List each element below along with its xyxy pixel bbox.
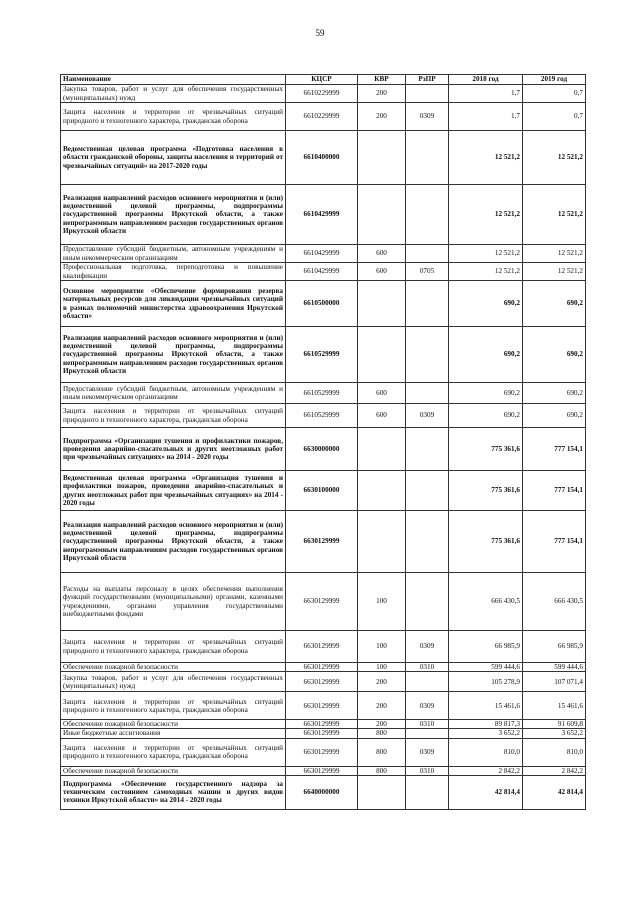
row-2019: 777 154,1 xyxy=(523,471,586,511)
row-kcsr: 6610229999 xyxy=(286,85,358,103)
row-2019: 12 521,2 xyxy=(523,131,586,185)
table-row xyxy=(61,281,586,327)
row-2019: 91 609,8 xyxy=(523,720,586,729)
row-name: Профессиональная подготовка, переподготовка и повышение квалификации xyxy=(61,263,286,281)
row-rzpr xyxy=(406,131,449,185)
row-kvr xyxy=(358,327,406,383)
page-number: 59 xyxy=(315,28,325,38)
row-kcsr: 6640000000 xyxy=(286,775,358,809)
row-name: Защита населения и территории от чрезвычайных ситуаций природного и техногенного характера, гражданская оборона xyxy=(61,404,286,428)
row-2018: 42 814,4 xyxy=(449,775,523,809)
row-rzpr xyxy=(406,729,449,738)
budget-table xyxy=(60,74,586,810)
row-kcsr: 6610429999 xyxy=(286,263,358,281)
row-kcsr: 6630129999 xyxy=(286,738,358,766)
row-rzpr xyxy=(406,471,449,511)
row-2019: 666 430,5 xyxy=(523,573,586,631)
header-2019: 2019 год xyxy=(523,75,586,85)
row-kvr: 200 xyxy=(358,692,406,720)
row-name: Реализация направлений расходов основного мероприятия и (или) ведомственной целевой программы, подпрограммы государственной программы Иркутской области, а также непрограммным направлениям расходов государственных органов Иркутской области xyxy=(61,185,286,245)
row-kcsr: 6610500000 xyxy=(286,281,358,327)
row-name: Защита населения и территории от чрезвычайных ситуаций природного и техногенного характера, гражданская оборона xyxy=(61,631,286,663)
row-kvr: 800 xyxy=(358,729,406,738)
row-rzpr: 0309 xyxy=(406,692,449,720)
row-kvr xyxy=(358,281,406,327)
row-2018: 15 461,6 xyxy=(449,692,523,720)
row-2018: 1,7 xyxy=(449,103,523,131)
header-name: Наименование xyxy=(61,75,286,85)
row-rzpr xyxy=(406,327,449,383)
table-header-row xyxy=(61,75,586,85)
row-name: Иные бюджетные ассигнования xyxy=(61,729,286,738)
row-kvr xyxy=(358,131,406,185)
row-2019: 777 154,1 xyxy=(523,511,586,573)
row-rzpr xyxy=(406,428,449,471)
row-kvr: 800 xyxy=(358,738,406,766)
row-2019: 107 071,4 xyxy=(523,672,586,692)
row-rzpr: 0310 xyxy=(406,720,449,729)
table-row xyxy=(61,720,586,729)
row-kcsr: 6630129999 xyxy=(286,672,358,692)
row-2018: 12 521,2 xyxy=(449,263,523,281)
row-2018: 690,2 xyxy=(449,383,523,404)
row-2019: 12 521,2 xyxy=(523,263,586,281)
table-row xyxy=(61,131,586,185)
row-name: Подпрограмма «Обеспечение государственного надзора за техническим состоянием самоходных машин и других видов техники Иркутской области» на 2014 - 2020 годы xyxy=(61,775,286,809)
row-rzpr: 0309 xyxy=(406,738,449,766)
row-rzpr xyxy=(406,573,449,631)
row-kvr: 100 xyxy=(358,663,406,672)
row-2018: 690,2 xyxy=(449,404,523,428)
row-2019: 15 461,6 xyxy=(523,692,586,720)
table-row xyxy=(61,404,586,428)
row-rzpr xyxy=(406,511,449,573)
row-kcsr: 6630129999 xyxy=(286,766,358,775)
row-kcsr: 6610429999 xyxy=(286,245,358,263)
row-name: Ведомственная целевая программа «Организация тушения и профилактики пожаров, проведения аварийно-спасательных и других неотложных работ при чрезвычайных ситуациях» на 2014 - 2020 годы xyxy=(61,471,286,511)
row-rzpr xyxy=(406,383,449,404)
row-kcsr: 6610400000 xyxy=(286,131,358,185)
row-kvr: 200 xyxy=(358,720,406,729)
row-kcsr: 6610229999 xyxy=(286,103,358,131)
table-row xyxy=(61,428,586,471)
table-row xyxy=(61,383,586,404)
row-kcsr: 6610529999 xyxy=(286,404,358,428)
row-kvr: 800 xyxy=(358,766,406,775)
table-row xyxy=(61,663,586,672)
table-row xyxy=(61,245,586,263)
row-kvr: 600 xyxy=(358,245,406,263)
row-2018: 12 521,2 xyxy=(449,245,523,263)
row-kcsr: 6630000000 xyxy=(286,428,358,471)
row-kcsr: 6630129999 xyxy=(286,663,358,672)
row-2019: 810,0 xyxy=(523,738,586,766)
row-2019: 12 521,2 xyxy=(523,185,586,245)
row-2019: 690,2 xyxy=(523,281,586,327)
row-2018: 775 361,6 xyxy=(449,471,523,511)
row-rzpr xyxy=(406,775,449,809)
table-row xyxy=(61,775,586,809)
row-name: Закупка товаров, работ и услуг для обеспечения государственных (муниципальных) нужд xyxy=(61,85,286,103)
row-kcsr: 6630129999 xyxy=(286,729,358,738)
row-2018: 66 985,9 xyxy=(449,631,523,663)
row-rzpr xyxy=(406,245,449,263)
row-kvr: 600 xyxy=(358,404,406,428)
row-name: Реализация направлений расходов основного мероприятия и (или) ведомственной целевой программы, подпрограммы государственной программы Иркутской области, а также непрограммным направлениям расходов государственных органов Иркутской области xyxy=(61,511,286,573)
row-2019: 777 154,1 xyxy=(523,428,586,471)
table-row xyxy=(61,471,586,511)
row-rzpr: 0310 xyxy=(406,663,449,672)
row-kvr xyxy=(358,471,406,511)
table-row xyxy=(61,766,586,775)
row-kvr xyxy=(358,185,406,245)
table-row xyxy=(61,185,586,245)
row-2018: 690,2 xyxy=(449,327,523,383)
table-row xyxy=(61,327,586,383)
row-kvr: 100 xyxy=(358,573,406,631)
row-rzpr: 0705 xyxy=(406,263,449,281)
row-kvr: 600 xyxy=(358,263,406,281)
row-kcsr: 6610529999 xyxy=(286,327,358,383)
row-name: Подпрограмма «Организация тушения и профилактики пожаров, проведения аварийно-спасательных и других неотложных работ при чрезвычайных ситуациях» на 2014 - 2020 годы xyxy=(61,428,286,471)
row-kcsr: 6630129999 xyxy=(286,692,358,720)
row-2019: 12 521,2 xyxy=(523,245,586,263)
row-kvr: 200 xyxy=(358,103,406,131)
row-kvr: 100 xyxy=(358,631,406,663)
row-name: Расходы на выплаты персоналу в целях обеспечения выполнения функций государственными (муниципальными) органами, казенными учреждениями, органами управления государственными внебюджетными фондами xyxy=(61,573,286,631)
row-name: Реализация направлений расходов основного мероприятия и (или) ведомственной целевой программы, подпрограммы государственной программы Иркутской области, а также непрограммным направлениям расходов государственных органов Иркутской области xyxy=(61,327,286,383)
row-name: Обеспечение пожарной безопасности xyxy=(61,663,286,672)
header-2018: 2018 год xyxy=(449,75,523,85)
row-2018: 599 444,6 xyxy=(449,663,523,672)
row-name: Предоставление субсидий бюджетным, автономным учреждениям и иным некоммерческим организациям xyxy=(61,383,286,404)
row-2019: 690,2 xyxy=(523,383,586,404)
row-2019: 0,7 xyxy=(523,103,586,131)
row-rzpr: 0309 xyxy=(406,103,449,131)
row-rzpr xyxy=(406,672,449,692)
row-2018: 105 278,9 xyxy=(449,672,523,692)
row-rzpr xyxy=(406,281,449,327)
table-row xyxy=(61,263,586,281)
row-2019: 3 652,2 xyxy=(523,729,586,738)
row-kcsr: 6610529999 xyxy=(286,383,358,404)
row-kvr: 200 xyxy=(358,85,406,103)
row-2019: 599 444,6 xyxy=(523,663,586,672)
row-2019: 2 842,2 xyxy=(523,766,586,775)
table-row xyxy=(61,573,586,631)
row-2019: 690,2 xyxy=(523,327,586,383)
table-row xyxy=(61,672,586,692)
row-2019: 42 814,4 xyxy=(523,775,586,809)
table-row xyxy=(61,631,586,663)
table-row xyxy=(61,103,586,131)
row-2018: 12 521,2 xyxy=(449,185,523,245)
row-kvr xyxy=(358,428,406,471)
row-kcsr: 6630129999 xyxy=(286,631,358,663)
row-2018: 89 817,3 xyxy=(449,720,523,729)
row-name: Защита населения и территории от чрезвычайных ситуаций природного и техногенного характера, гражданская оборона xyxy=(61,738,286,766)
row-name: Закупка товаров, работ и услуг для обеспечения государственных (муниципальных) нужд xyxy=(61,672,286,692)
row-kcsr: 6630129999 xyxy=(286,573,358,631)
row-kcsr: 6630129999 xyxy=(286,720,358,729)
row-kvr: 600 xyxy=(358,383,406,404)
row-rzpr xyxy=(406,185,449,245)
row-kcsr: 6610429999 xyxy=(286,185,358,245)
table-row xyxy=(61,738,586,766)
row-kcsr: 6630129999 xyxy=(286,511,358,573)
row-2018: 810,0 xyxy=(449,738,523,766)
row-name: Защита населения и территории от чрезвычайных ситуаций природного и техногенного характера, гражданская оборона xyxy=(61,103,286,131)
table-row xyxy=(61,692,586,720)
row-rzpr: 0309 xyxy=(406,404,449,428)
row-2018: 775 361,6 xyxy=(449,428,523,471)
row-name: Обеспечение пожарной безопасности xyxy=(61,766,286,775)
row-2018: 12 521,2 xyxy=(449,131,523,185)
row-2018: 775 361,6 xyxy=(449,511,523,573)
row-name: Обеспечение пожарной безопасности xyxy=(61,720,286,729)
row-2018: 1,7 xyxy=(449,85,523,103)
row-name: Защита населения и территории от чрезвычайных ситуаций природного и техногенного характера, гражданская оборона xyxy=(61,692,286,720)
row-name: Ведомственная целевая программа «Подготовка населения в области гражданской обороны, защиты населения и территорий от чрезвычайных ситуаций» на 2017-2020 годы xyxy=(61,131,286,185)
row-kvr: 200 xyxy=(358,672,406,692)
row-rzpr xyxy=(406,85,449,103)
row-kvr xyxy=(358,511,406,573)
row-2019: 66 985,9 xyxy=(523,631,586,663)
row-name: Предоставление субсидий бюджетным, автономным учреждениям и иным некоммерческим организациям xyxy=(61,245,286,263)
row-2018: 2 842,2 xyxy=(449,766,523,775)
row-name: Основное мероприятие «Обеспечение формирования резерва материальных ресурсов для ликвидации чрезвычайных ситуаций в рамках полномочий министерства здравоохранения Иркутской области» xyxy=(61,281,286,327)
header-rzpr: РзПР xyxy=(406,75,449,85)
row-rzpr: 0309 xyxy=(406,631,449,663)
header-kvr: КВР xyxy=(358,75,406,85)
table-row xyxy=(61,85,586,103)
row-rzpr: 0310 xyxy=(406,766,449,775)
row-kcsr: 6630100000 xyxy=(286,471,358,511)
row-2019: 690,2 xyxy=(523,404,586,428)
row-2018: 690,2 xyxy=(449,281,523,327)
row-2018: 666 430,5 xyxy=(449,573,523,631)
header-kcsr: КЦСР xyxy=(286,75,358,85)
row-2018: 3 652,2 xyxy=(449,729,523,738)
table-row xyxy=(61,511,586,573)
table-row xyxy=(61,729,586,738)
row-kvr xyxy=(358,775,406,809)
row-2019: 0,7 xyxy=(523,85,586,103)
